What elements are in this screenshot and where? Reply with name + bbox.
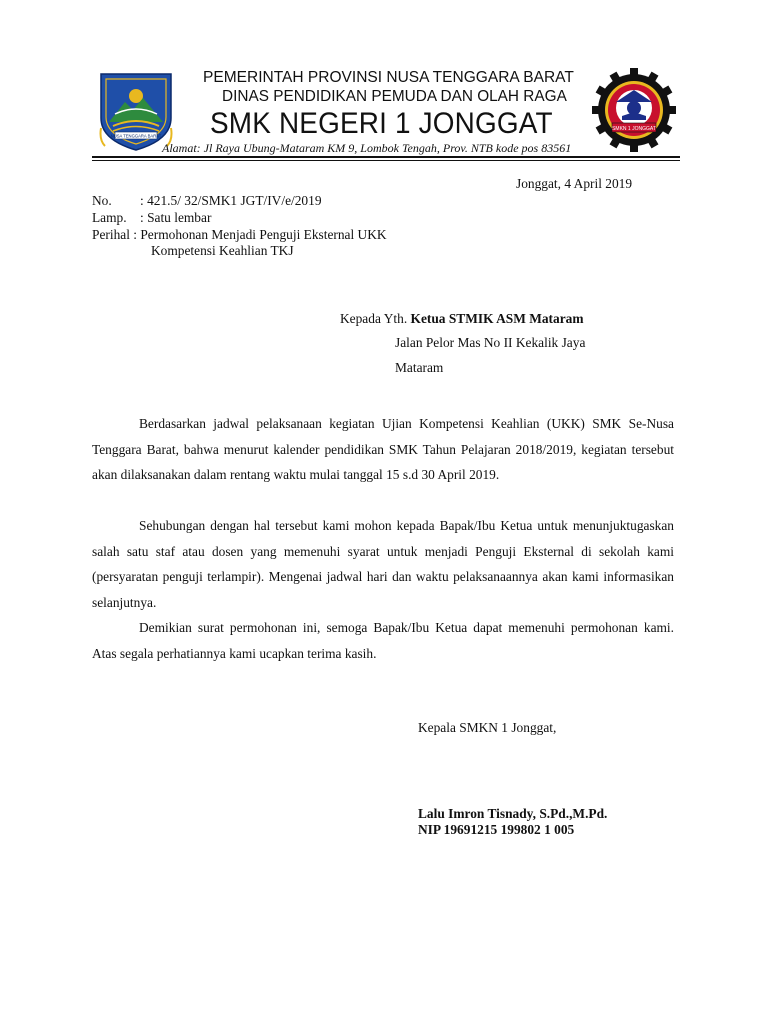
letter-date: Jonggat, 4 April 2019 [516, 176, 633, 191]
signatory-name: Lalu Imron Tisnady, S.Pd.,M.Pd. [418, 806, 608, 821]
letterhead-rule-thick [92, 156, 680, 158]
recipient-name: Ketua STMIK ASM Mataram [410, 311, 584, 326]
header-department-line: DINAS PENDIDIKAN PEMUDA DAN OLAH RAGA [222, 88, 567, 105]
letter-number-row [92, 193, 322, 209]
body-paragraph-3: Demikian surat permohonan ini, semoga Bapak/Ibu Ketua dapat memenuhi permohonan kami. Atas segala perhatiannya kami ucapkan terima kasih. [92, 620, 674, 661]
recipient-line [340, 311, 584, 327]
header-school-name: SMK NEGERI 1 JONGGAT [210, 107, 553, 140]
svg-text:SMKN 1 JONGGAT: SMKN 1 JONGGAT [612, 125, 656, 132]
number-value: : 421.5/ 32/SMK1 JGT/IV/e/2019 [140, 193, 322, 208]
letterhead [0, 0, 768, 160]
recipient-address-2: Mataram [395, 360, 444, 375]
letterhead-rule-thin [92, 160, 680, 161]
subject-row [92, 227, 387, 243]
smk-school-emblem-icon [592, 68, 676, 152]
subject-value: : Permohonan Menjadi Penguji Eksternal UKK [133, 227, 387, 242]
number-label: No. [92, 193, 112, 208]
recipient-prefix: Kepada Yth. [340, 311, 408, 326]
signatory-nip: NIP 19691215 199802 1 005 [418, 822, 575, 837]
attachment-label: Lamp. [92, 210, 127, 225]
header-address: Alamat: Jl Raya Ubung-Mataram KM 9, Lombok Tengah, Prov. NTB kode pos 83561 [162, 141, 572, 155]
body-paragraph-1: Berdasarkan jadwal pelaksanaan kegiatan Ujian Kompetensi Keahlian (UKK) SMK Se-Nusa Tenggara Barat, bahwa menurut kalender pendidikan SMK Tahun Pelajaran 2018/2019, kegiatan tersebut akan dilaksanakan dalam rentang waktu mulai tanggal 15 s.d 30 April 2019. [92, 416, 674, 482]
attachment-row [92, 210, 211, 226]
recipient-address-1: Jalan Pelor Mas No II Kekalik Jaya [395, 335, 586, 350]
svg-text:NUSA TENGGARA BARAT: NUSA TENGGARA BARAT [110, 133, 162, 139]
attachment-value: : Satu lembar [140, 210, 212, 225]
subject-value-line2: Kompetensi Keahlian TKJ [151, 243, 294, 258]
body-paragraph-2: Sehubungan dengan hal tersebut kami mohon kepada Bapak/Ibu Ketua untuk menunjuktugaskan salah satu staf atau dosen yang memenuhi syarat untuk menjadi Penguji Eksternal di sekolah kami (persyaratan penguji terlampir). Mengenai jadwal hari dan waktu pelaksanaannya akan kami informasikan selanjutnya. [92, 518, 674, 610]
ntb-province-emblem-icon [95, 70, 177, 152]
header-government-line: PEMERINTAH PROVINSI NUSA TENGGARA BARAT [203, 69, 574, 86]
subject-label: Perihal [92, 227, 130, 242]
signature-closing: Kepala SMKN 1 Jonggat, [418, 720, 557, 735]
